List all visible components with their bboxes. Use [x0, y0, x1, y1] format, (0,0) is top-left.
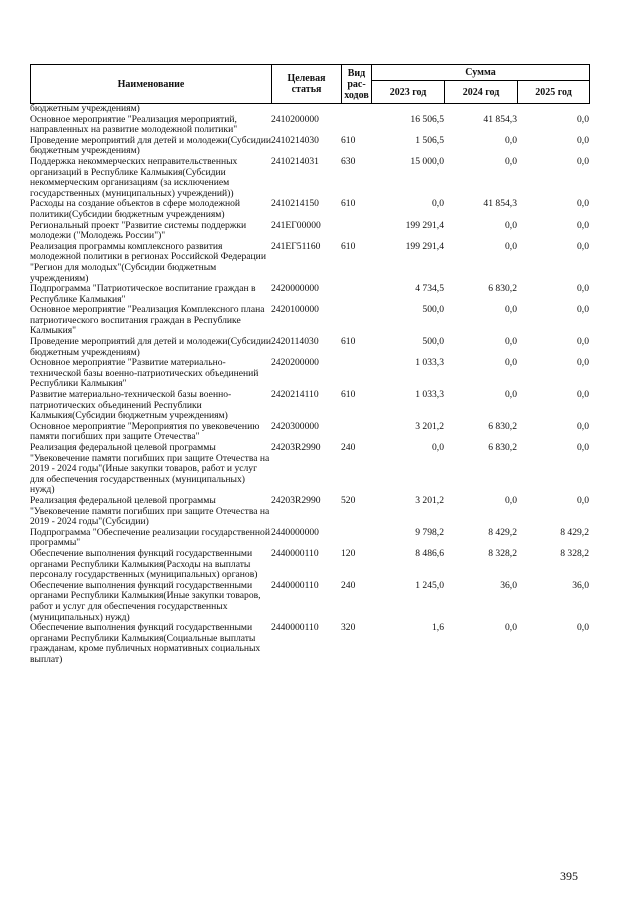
cell-vr: 240 — [341, 579, 356, 591]
cell-y1: 500,0 — [422, 336, 444, 348]
cell-vr: 610 — [341, 336, 356, 348]
budget-table — [30, 104, 589, 665]
cell-y1: 4 734,5 — [415, 283, 444, 295]
cell-y3: 0,0 — [577, 113, 589, 125]
table-row — [30, 422, 589, 443]
cell-y3: 0,0 — [577, 155, 589, 167]
cell-name: Развитие материально-технической базы военно-патриотических объединений Республики Калмыкия(Субсидии бюджетным учреждениям) — [30, 389, 232, 422]
cell-code: 2440000000 — [271, 526, 319, 538]
cell-name: Основное мероприятие "Развитие материально-технической базы военно-патриотических объединений Республики Калмыкия" — [30, 357, 259, 390]
cell-code: 2420300000 — [271, 420, 319, 432]
cell-y2: 8 429,2 — [488, 526, 517, 538]
cell-name: Реализация программы комплексного развития молодежной политики в регионах Российской Федерации "Регион для молодых"(Субсидии бюджетным учреждениям) — [30, 240, 266, 284]
cell-name: Обеспечение выполнения функций государственными органами Республики Калмыкия(Расходы на выплаты персоналу государственных (муниципальных) органов) — [30, 547, 258, 581]
cell-code: 241EГ00000 — [271, 219, 321, 231]
cell-y3: 8 328,2 — [560, 547, 589, 559]
cell-y3: 0,0 — [577, 494, 589, 506]
table-row — [30, 199, 589, 220]
cell-y1: 0,0 — [432, 198, 444, 210]
cell-y2: 0,0 — [505, 389, 517, 401]
cell-y2: 0,0 — [505, 219, 517, 231]
cell-code: 2420214110 — [271, 389, 319, 401]
cell-code: 2420114030 — [271, 336, 319, 348]
cell-y1: 1 033,3 — [415, 357, 444, 369]
cell-y2: 6 830,2 — [488, 442, 517, 453]
cell-code — [271, 104, 341, 115]
header-year-2024: 2024 год — [445, 81, 518, 104]
cell-vr: 610 — [341, 198, 356, 210]
cell-y3: 8 429,2 — [560, 526, 589, 538]
table-header — [30, 64, 590, 104]
cell-y3: 0,0 — [577, 357, 589, 369]
cell-y1: 500,0 — [422, 304, 444, 316]
cell-name: Обеспечение выполнения функций государственными органами Республики Калмыкия(Социальные выплаты гражданам, кроме публичных нормативных социальных выплат) — [30, 622, 261, 665]
cell-y1: 3 201,2 — [415, 420, 444, 432]
cell-y3: 0,0 — [577, 240, 589, 252]
cell-vr — [341, 104, 371, 115]
table-row — [30, 390, 589, 422]
cell-vr: 520 — [341, 494, 356, 506]
cell-code: 2440000110 — [271, 547, 319, 559]
header-year-2023: 2023 год — [372, 81, 445, 104]
cell-y1: 1 506,5 — [415, 134, 444, 146]
cell-y1: 16 506,5 — [410, 113, 444, 125]
cell-y1: 1 245,0 — [415, 579, 444, 591]
cell-y3: 36,0 — [572, 579, 589, 591]
cell-y2: 0,0 — [505, 155, 517, 167]
cell-code: 2410214150 — [271, 198, 319, 210]
table-row — [30, 305, 589, 337]
cell-y1: 0,0 — [432, 442, 444, 453]
cell-y2: 41 854,3 — [483, 198, 517, 210]
cell-y2: 0,0 — [505, 622, 517, 634]
header-year-2025: 2025 год — [518, 81, 590, 104]
page-number: 395 — [560, 869, 578, 883]
cell-vr — [341, 305, 371, 337]
cell-vr — [341, 528, 371, 549]
table-row — [30, 284, 589, 305]
table-row — [30, 115, 589, 136]
cell-name: Проведение мероприятий для детей и молодежи(Субсидии бюджетным учреждениям) — [30, 134, 271, 157]
cell-y2: 0,0 — [505, 134, 517, 146]
cell-y1: 3 201,2 — [415, 494, 444, 506]
cell-name: Основное мероприятие "Мероприятия по увековечению памяти погибших при защите Отечества" — [30, 420, 260, 443]
cell-vr: 240 — [341, 442, 356, 453]
cell-vr — [341, 358, 371, 390]
cell-vr: 610 — [341, 134, 356, 146]
cell-vr — [341, 221, 371, 242]
cell-y2: 36,0 — [500, 579, 517, 591]
cell-y3: 0,0 — [577, 336, 589, 348]
cell-name: Основное мероприятие "Реализация Комплексного плана патриотического воспитания граждан в Республике Калмыкия" — [30, 304, 265, 337]
header-code: Целевая статья — [272, 65, 342, 104]
cell-name: Основное мероприятие "Реализация мероприятий, направленных на развитие молодежной политики" — [30, 113, 238, 136]
table-row — [30, 136, 589, 157]
cell-vr: 610 — [341, 240, 356, 252]
table-row — [30, 528, 589, 549]
cell-vr — [341, 422, 371, 443]
cell-y1 — [371, 104, 444, 115]
table-row — [30, 623, 589, 665]
cell-vr — [341, 115, 371, 136]
cell-name: Реализация федеральной целевой программы "Увековечение памяти погибших при защите Отечества на 2019 - 2024 годы"(Субсидии) — [30, 494, 270, 528]
table-row — [30, 337, 589, 358]
cell-name: Обеспечение выполнения функций государственными органами Республики Калмыкия(Иные закупки товаров, работ и услуг для обеспечения государственных (муниципальных) нужд) — [30, 579, 261, 623]
cell-vr: 610 — [341, 389, 356, 401]
cell-y3: 0,0 — [577, 442, 589, 453]
cell-code: 2440000110 — [271, 622, 319, 634]
table-row — [30, 358, 589, 390]
cell-y1: 1 033,3 — [415, 389, 444, 401]
cell-code: 2410214030 — [271, 134, 319, 146]
cell-name: Поддержка некоммерческих неправительственных организаций в Республике Калмыкия(Субсидии некоммерческим организациям (за исключением государственных (муниципальных) учреждений)) — [30, 155, 238, 199]
table-row — [30, 157, 589, 199]
table-row — [30, 104, 589, 115]
cell-y2: 0,0 — [505, 240, 517, 252]
cell-y3: 0,0 — [577, 304, 589, 316]
cell-vr: 320 — [341, 622, 356, 634]
cell-y2: 0,0 — [505, 336, 517, 348]
cell-y2: 0,0 — [505, 494, 517, 506]
cell-y3: 0,0 — [577, 198, 589, 210]
cell-name: Подпрограмма "Обеспечение реализации государственной программы" — [30, 526, 270, 549]
cell-code: 2410200000 — [271, 113, 319, 125]
cell-vr: 120 — [341, 547, 356, 559]
cell-y1: 199 291,4 — [405, 240, 444, 252]
cell-code: 24203R2990 — [271, 494, 321, 506]
cell-name: Расходы на создание объектов в сфере молодежной политики(Субсидии бюджетным учреждениям) — [30, 198, 241, 220]
table-row — [30, 221, 589, 242]
cell-y2 — [444, 104, 517, 115]
header-name: Наименование — [31, 65, 272, 104]
cell-vr: 630 — [341, 155, 356, 167]
cell-y1: 199 291,4 — [405, 219, 444, 231]
cell-name: бюджетным учреждениям) — [30, 103, 140, 114]
cell-y2: 41 854,3 — [483, 113, 517, 125]
cell-name: Региональный проект "Развитие системы поддержки молодежи ("Молодежь России")" — [30, 219, 247, 242]
cell-y3 — [517, 104, 589, 115]
header-sum: Сумма — [372, 65, 590, 81]
cell-y1: 1,6 — [432, 622, 444, 634]
cell-code: 24203R2990 — [271, 442, 321, 453]
header-expense-type: Вид рас-ходов — [342, 65, 372, 104]
table-row — [30, 581, 589, 623]
cell-code: 2420000000 — [271, 283, 319, 295]
cell-name: Проведение мероприятий для детей и молодежи(Субсидии бюджетным учреждениям) — [30, 336, 271, 358]
cell-y3: 0,0 — [577, 622, 589, 634]
cell-y3: 0,0 — [577, 420, 589, 432]
cell-y3: 0,0 — [577, 134, 589, 146]
cell-y3: 0,0 — [577, 389, 589, 401]
cell-y2: 6 830,2 — [488, 283, 517, 295]
table-row — [30, 443, 589, 496]
cell-y1: 15 000,0 — [410, 155, 444, 167]
cell-code: 2440000110 — [271, 579, 319, 591]
table-row — [30, 242, 589, 284]
cell-y1: 9 798,2 — [415, 526, 444, 538]
cell-code: 241EГ51160 — [271, 240, 321, 252]
cell-y2: 0,0 — [505, 304, 517, 316]
cell-y2: 8 328,2 — [488, 547, 517, 559]
cell-y1: 8 486,6 — [415, 547, 444, 559]
cell-y2: 6 830,2 — [488, 420, 517, 432]
cell-y2: 0,0 — [505, 357, 517, 369]
cell-name: Реализация федеральной целевой программы "Увековечение памяти погибших при защите Отечества на 2019 - 2024 годы"(Иные закупки товаров, работ и услуг для обеспечения государственных (муниципальных) нужд) — [30, 442, 270, 496]
table-row — [30, 549, 589, 581]
cell-code: 2420200000 — [271, 357, 319, 369]
cell-code: 2420100000 — [271, 304, 319, 316]
cell-vr — [341, 284, 371, 305]
cell-y3: 0,0 — [577, 283, 589, 295]
cell-code: 2410214031 — [271, 155, 319, 167]
cell-name: Подпрограмма "Патриотическое воспитание граждан в Республике Калмыкия" — [30, 283, 256, 305]
table-row — [30, 496, 589, 528]
cell-y3: 0,0 — [577, 219, 589, 231]
